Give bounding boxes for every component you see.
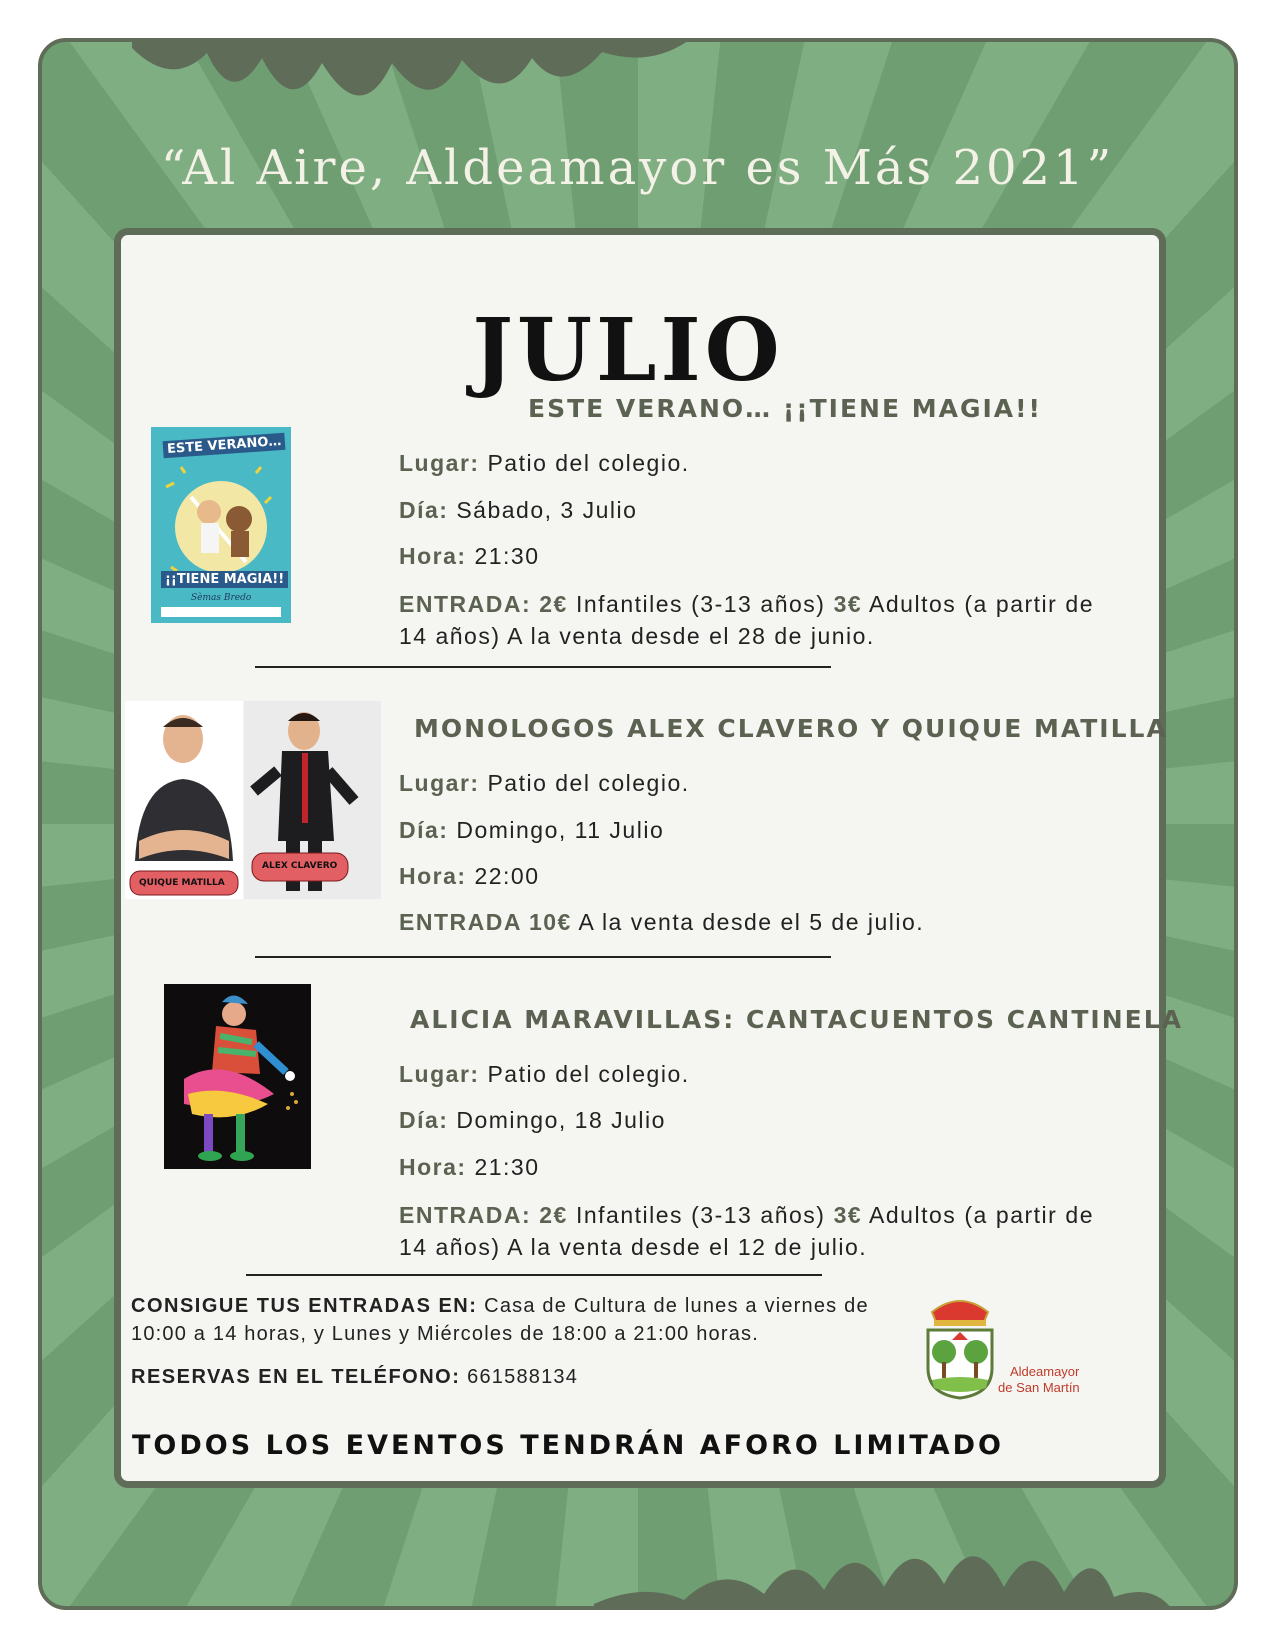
child-text: Infantiles (3-13 años)	[575, 1202, 826, 1228]
event-3-hora-value: 21:30	[474, 1154, 540, 1180]
tickets-label: CONSIGUE TUS ENTRADAS EN:	[131, 1295, 478, 1317]
child-text: Infantiles (3-13 años)	[575, 591, 826, 617]
hora-label: Hora:	[399, 863, 467, 889]
dia-label: Día:	[399, 817, 449, 843]
logo-text-1: Aldeamayor	[1010, 1364, 1080, 1379]
event-1-lugar-value: Patio del colegio.	[487, 450, 690, 476]
price-child: 2€	[539, 591, 568, 617]
entrada-label: ENTRADA:	[399, 591, 532, 617]
price-adult: 3€	[833, 591, 863, 617]
lugar-label: Lugar:	[399, 770, 480, 796]
event-2-dia	[399, 817, 664, 844]
quique-label: QUIQUE MATILLA	[139, 878, 225, 888]
town-logo	[920, 1290, 1090, 1402]
cantacuentos-illustration	[164, 984, 311, 1169]
event-1-hora-value: 21:30	[474, 543, 540, 569]
dia-label: Día:	[399, 1107, 449, 1133]
event-2-lugar-value: Patio del colegio.	[487, 770, 690, 796]
phone-number: 661588134	[467, 1366, 579, 1388]
adult-text: Adultos (a partir de 14 años) A la venta desde el 12 de julio.	[399, 1202, 1095, 1260]
price-adult: 3€	[833, 1202, 863, 1228]
price-child: 2€	[539, 1202, 568, 1228]
poster-title: “Al Aire, Aldeamayor es Más 2021”	[160, 140, 1115, 196]
magic-poster-signature: Sèmas Bredo	[191, 593, 252, 603]
event-1-entrada	[399, 588, 1094, 652]
limited-capacity-notice: TODOS LOS EVENTOS TENDRÁN AFORO LIMITADO	[132, 1430, 1004, 1461]
reservations-info	[131, 1366, 578, 1389]
hora-label: Hora:	[399, 543, 467, 569]
event-2-entrada-value: A la venta desde el 5 de julio.	[578, 909, 925, 935]
event-2-entrada	[399, 909, 924, 936]
event-1-lugar	[399, 450, 690, 477]
adult-text: Adultos (a partir de 14 años) A la venta desde el 28 de junio.	[399, 591, 1095, 649]
tickets-text: Casa de Cultura de lunes a viernes de 10:00 a 14 horas, y Lunes y Miércoles de 18:00 a 21:00 horas.	[131, 1295, 869, 1345]
event-3-entrada	[399, 1199, 1094, 1263]
leaf-decoration-top	[132, 38, 692, 128]
tickets-info	[131, 1292, 881, 1348]
event-3-lugar-value: Patio del colegio.	[487, 1061, 690, 1087]
event-2-title: MONOLOGOS ALEX CLAVERO Y QUIQUE MATILLA	[414, 714, 1168, 743]
cantacuentos-photo	[164, 984, 311, 1169]
event-2-lugar	[399, 770, 690, 797]
event-1-hora	[399, 543, 540, 570]
divider-2	[255, 956, 831, 958]
event-3-dia-value: Domingo, 18 Julio	[456, 1107, 666, 1133]
event-3-hora	[399, 1154, 540, 1181]
alex-label: ALEX CLAVERO	[262, 861, 338, 871]
event-2-hora	[399, 863, 540, 890]
entrada-label: ENTRADA:	[399, 1202, 532, 1228]
reservations-label: RESERVAS EN EL TELÉFONO:	[131, 1366, 461, 1388]
coat-of-arms-icon	[920, 1290, 1000, 1402]
entrada-label: ENTRADA 10€	[399, 909, 572, 935]
quique-matilla-photo	[125, 701, 243, 899]
dia-label: Día:	[399, 497, 449, 523]
logo-text-2: de San Martín	[998, 1380, 1080, 1395]
event-2-hora-value: 22:00	[474, 863, 540, 889]
leaf-decoration-bottom	[594, 1522, 1174, 1610]
event-3-title: ALICIA MARAVILLAS: CANTACUENTOS CANTINELA	[410, 1005, 1183, 1034]
event-3-dia	[399, 1107, 666, 1134]
magic-poster-bottom-text: ¡¡TIENE MAGIA!!	[161, 571, 288, 588]
event-1-dia	[399, 497, 637, 524]
lugar-label: Lugar:	[399, 450, 480, 476]
event-3-lugar	[399, 1061, 690, 1088]
magic-show-poster	[151, 427, 291, 623]
lugar-label: Lugar:	[399, 1061, 480, 1087]
comedians-photo-alex	[244, 701, 381, 899]
month-heading: JULIO	[472, 300, 784, 401]
magic-poster-top-text: ESTE VERANO…	[163, 433, 286, 459]
comedians-photo-quique	[125, 701, 243, 899]
event-1-dia-value: Sábado, 3 Julio	[456, 497, 638, 523]
event-2-dia-value: Domingo, 11 Julio	[456, 817, 665, 843]
divider-3	[246, 1274, 822, 1276]
divider-1	[255, 666, 831, 668]
event-1-title: ESTE VERANO… ¡¡TIENE MAGIA!!	[528, 394, 1042, 423]
hora-label: Hora:	[399, 1154, 467, 1180]
